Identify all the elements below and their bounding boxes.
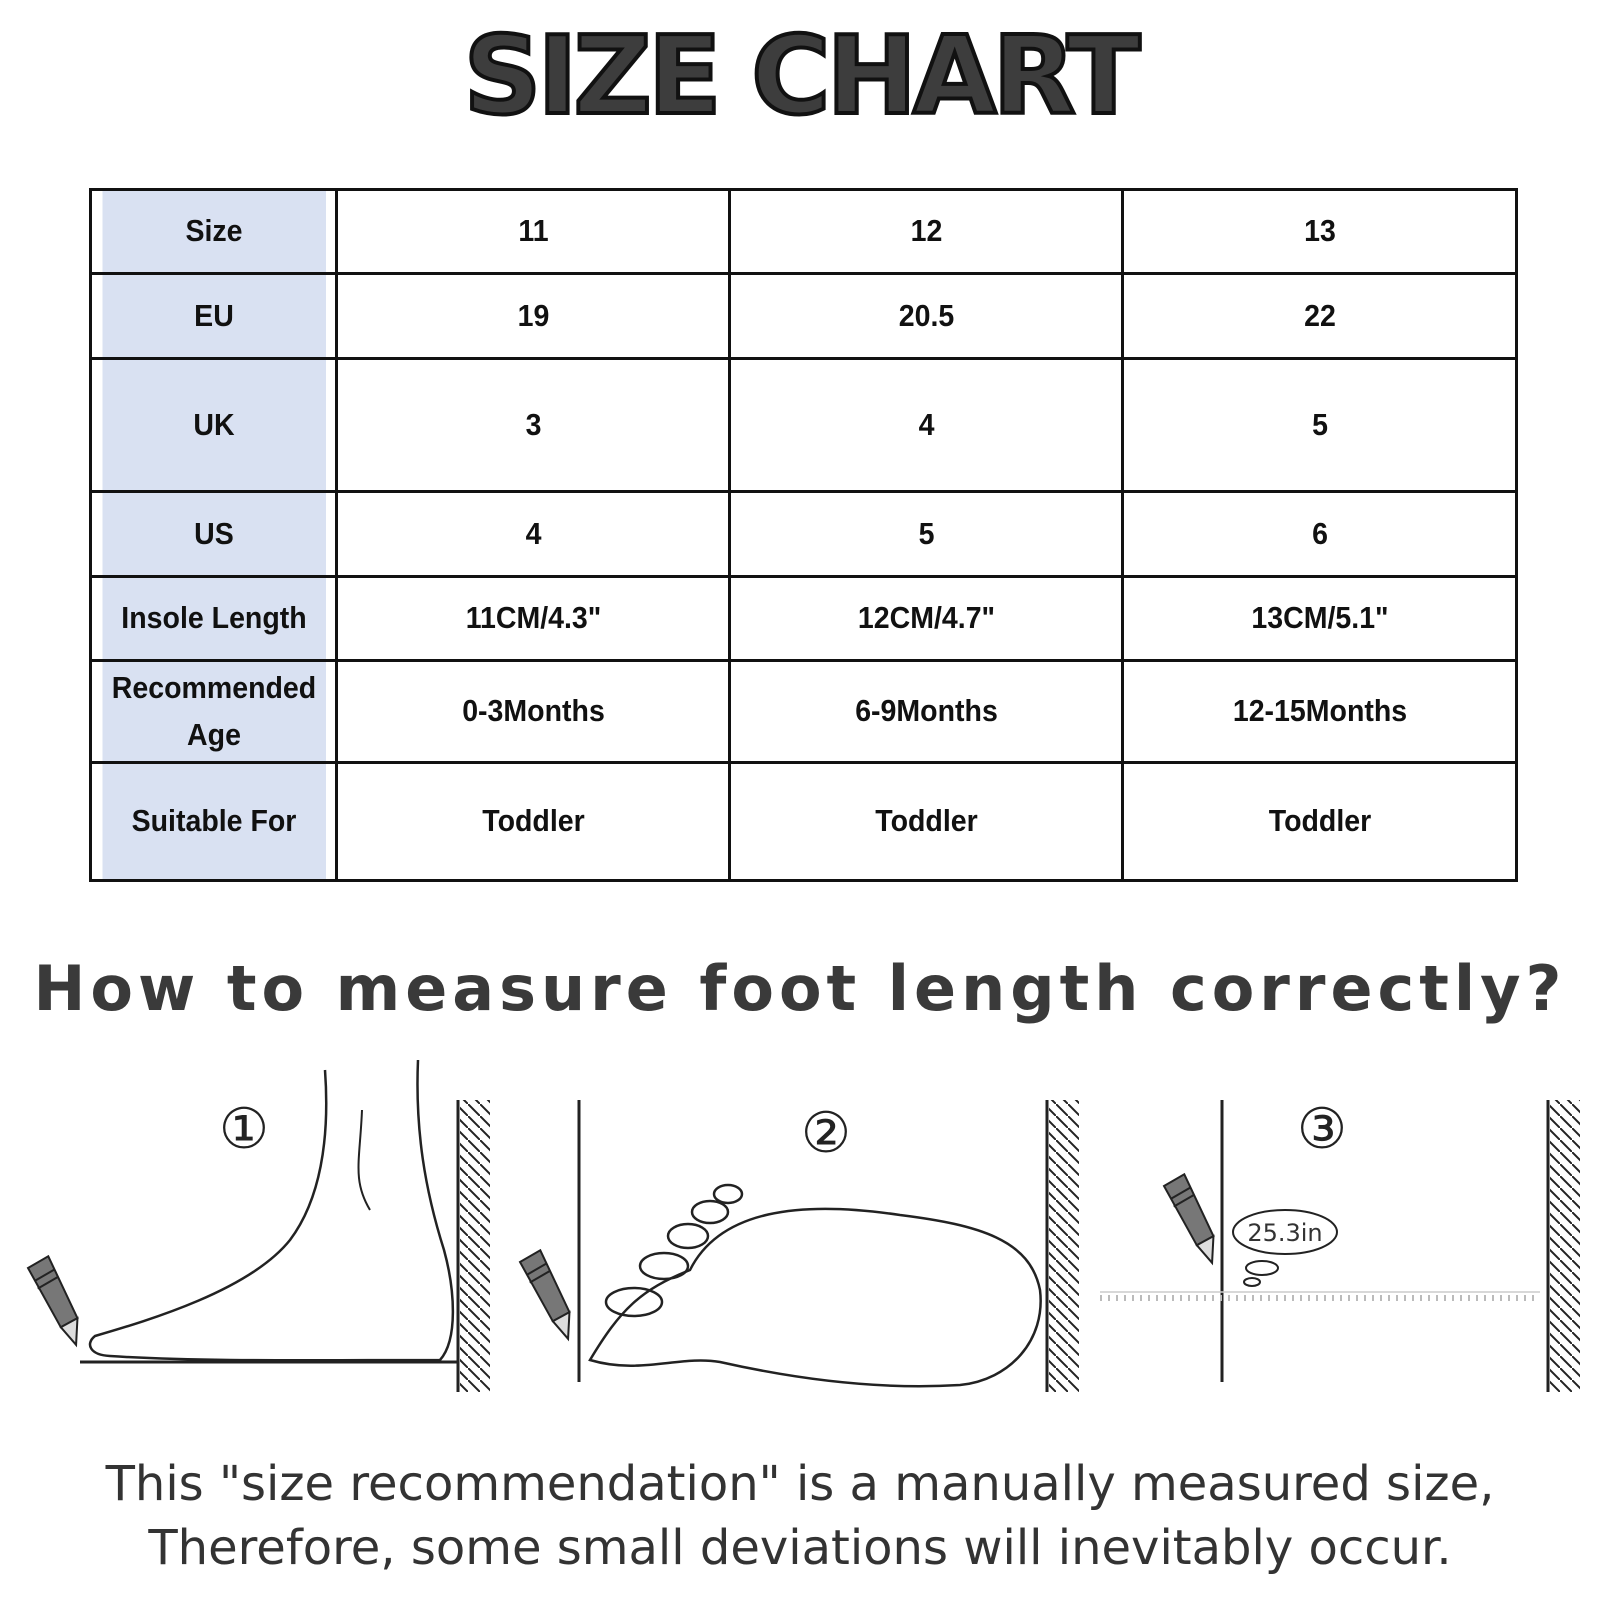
table-cell: Toddler: [352, 763, 714, 881]
wall-hatch: [460, 1100, 490, 1392]
measure-illustration: [0, 1050, 1600, 1410]
thought-bubble-icon: [1246, 1261, 1278, 1275]
foot-side-icon: [90, 1060, 453, 1360]
step-1-number: ①: [218, 1097, 270, 1162]
table-cell: 3: [352, 359, 714, 492]
toe-icon: [640, 1253, 688, 1279]
pencil-icon: [27, 1253, 82, 1351]
table-cell: 13CM/5.1": [1138, 577, 1500, 661]
table-cell: 0-3Months: [352, 661, 714, 763]
foot-sole-icon: [590, 1209, 1041, 1386]
row-header: EU: [100, 274, 326, 359]
table-cell: 12-15Months: [1138, 661, 1500, 763]
table-cell: 19: [352, 274, 714, 359]
step-2-number: ②: [800, 1101, 852, 1166]
table-cell: Toddler: [745, 763, 1107, 881]
table-row-suitable-for: [91, 763, 1517, 881]
table-cell: 4: [745, 359, 1107, 492]
table-cell: 4: [352, 492, 714, 577]
disclaimer-line-2: Therefore, some small deviations will inevitably occur.: [148, 1520, 1452, 1576]
page-title: SIZE CHART: [463, 14, 1137, 139]
table-row-insole-length: [91, 577, 1517, 661]
table-cell: 6: [1138, 492, 1500, 577]
table-cell: Toddler: [1138, 763, 1500, 881]
thought-bubble-icon: [1244, 1278, 1260, 1286]
step-1-diagram: [27, 1060, 490, 1392]
table-row-uk: [91, 359, 1517, 492]
row-header: Size: [100, 190, 326, 274]
wall-hatch: [1550, 1100, 1580, 1392]
table-row-recommended-age: [91, 661, 1517, 763]
table-cell: 11CM/4.3": [352, 577, 714, 661]
pencil-icon: [519, 1247, 574, 1345]
toe-icon: [668, 1224, 708, 1248]
step-3-number: ③: [1296, 1097, 1348, 1162]
table-cell: 5: [745, 492, 1107, 577]
table-cell: 12: [745, 190, 1107, 274]
pencil-icon: [1163, 1171, 1218, 1269]
table-cell: 13: [1138, 190, 1500, 274]
measure-heading: How to measure foot length correctly?: [33, 952, 1567, 1025]
toe-icon: [692, 1201, 728, 1223]
row-header: Recommended Age: [100, 661, 326, 763]
step-2-diagram: [519, 1100, 1079, 1392]
disclaimer-line-1: This "size recommendation" is a manually measured size,: [105, 1456, 1495, 1512]
wall-hatch: [1049, 1100, 1079, 1392]
toe-icon: [714, 1185, 742, 1203]
measurement-reading: 25.3in: [1247, 1219, 1323, 1247]
table-cell: 20.5: [745, 274, 1107, 359]
ankle-line: [359, 1110, 371, 1210]
step-3-diagram: [1100, 1097, 1580, 1392]
table-row-us: [91, 492, 1517, 577]
table-cell: 12CM/4.7": [745, 577, 1107, 661]
table-cell: 5: [1138, 359, 1500, 492]
table-cell: 6-9Months: [745, 661, 1107, 763]
row-header: Insole Length: [100, 577, 326, 661]
size-chart-table: [89, 188, 1518, 882]
row-header: US: [100, 492, 326, 577]
row-header: Suitable For: [100, 763, 326, 881]
table-row-size: [91, 190, 1517, 274]
table-cell: 22: [1138, 274, 1500, 359]
table-cell: 11: [352, 190, 714, 274]
disclaimer-note: [0, 1452, 1600, 1580]
row-header: UK: [100, 359, 326, 492]
table-row-eu: [91, 274, 1517, 359]
